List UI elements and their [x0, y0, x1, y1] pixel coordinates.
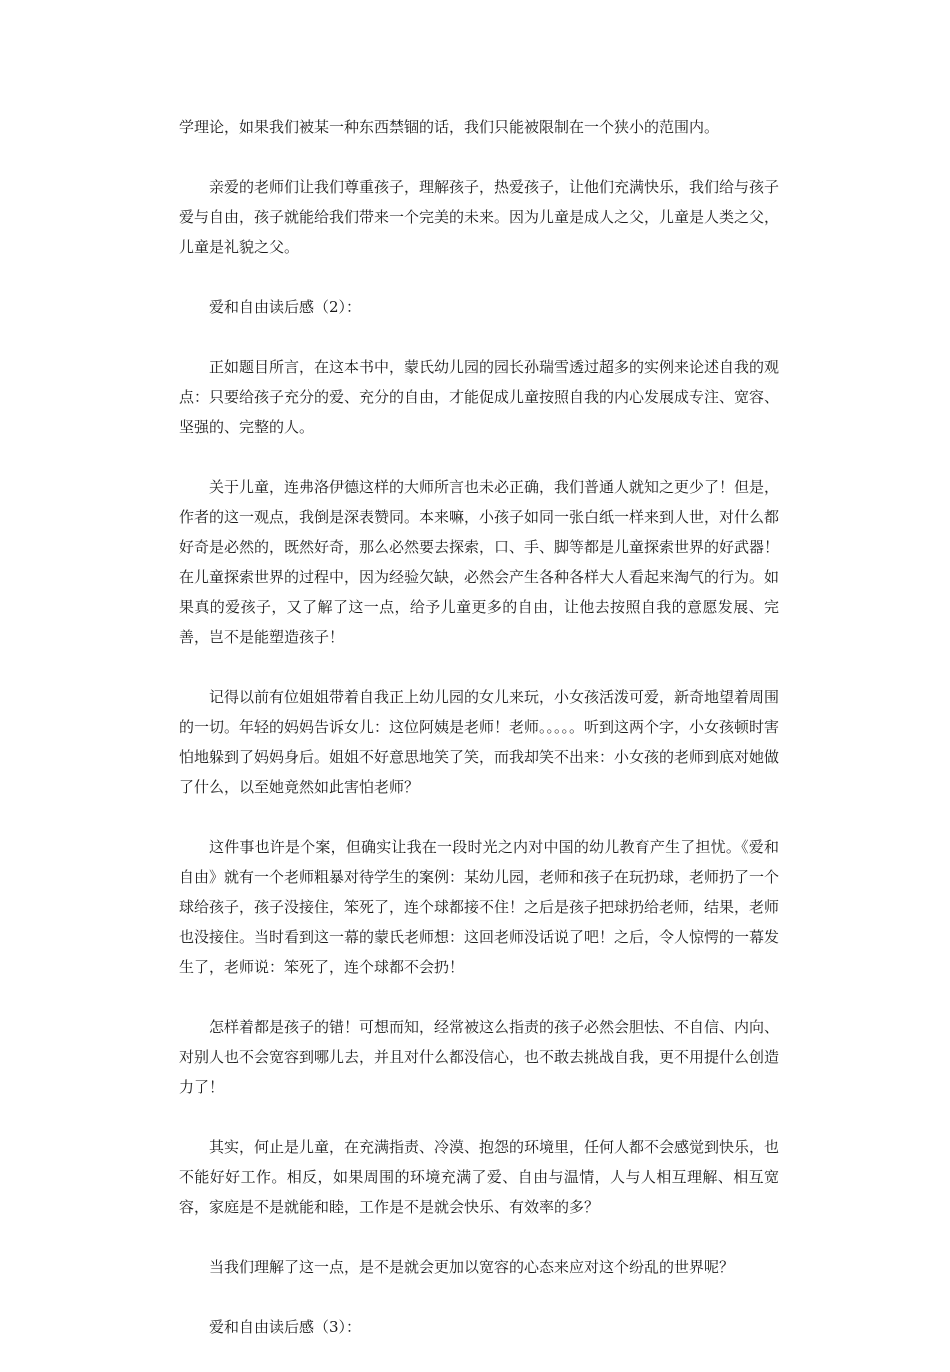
paragraph: 其实，何止是儿童，在充满指责、冷漠、抱怨的环境里，任何人都不会感觉到快乐，也不能好好工作。相反，如果周围的环境充满了爱、自由与温情，人与人相互理解、相互宽容，家庭是不是就能和睦，工作是不是就会快乐、有效率的多？ — [179, 1138, 780, 1216]
paragraph: 记得以前有位姐姐带着自我正上幼儿园的女儿来玩，小女孩活泼可爱，新奇地望着周围的一切。年轻的妈妈告诉女儿：这位阿姨是老师！老师。。。。。听到这两个字，小女孩顿时害怕地躲到了妈妈身后。姐姐不好意思地笑了笑，而我却笑不出来：小女孩的老师到底对她做了什么，以至她竟然如此害怕老师？ — [179, 688, 780, 796]
section-heading: 爱和自由读后感（3）： — [209, 1318, 362, 1336]
section-heading: 爱和自由读后感（2）： — [209, 298, 362, 316]
paragraph: 关于儿童，连弗洛伊德这样的大师所言也未必正确，我们普通人就知之更少了！但是，作者的这一观点，我倒是深表赞同。本来嘛，小孩子如同一张白纸一样来到人世，对什么都好奇是必然的，既然好奇，那么必然要去探索，口、手、脚等都是儿童探索世界的好武器！在儿童探索世界的过程中，因为经验欠缺，必然会产生各种各样大人看起来淘气的行为。如果真的爱孩子，又了解了这一点，给予儿童更多的自由，让他去按照自我的意愿发展、完善，岂不是能塑造孩子！ — [179, 478, 780, 646]
paragraph: 这件事也许是个案，但确实让我在一段时光之内对中国的幼儿教育产生了担忧。《爱和自由》就有一个老师粗暴对待学生的案例：某幼儿园，老师和孩子在玩扔球，老师扔了一个球给孩子，孩子没接住，笨死了，连个球都接不住！之后是孩子把球扔给老师，结果，老师也没接住。当时看到这一幕的蒙氏老师想：这回老师没话说了吧！之后，令人惊愕的一幕发生了，老师说：笨死了，连个球都不会扔！ — [179, 838, 780, 976]
paragraph-continuation: 学理论，如果我们被某一种东西禁锢的话，我们只能被限制在一个狭小的范围内。 — [179, 118, 720, 136]
document-body — [179, 112, 779, 1372]
paragraph: 怎样着都是孩子的错！可想而知，经常被这么指责的孩子必然会胆怯、不自信、内向、对别人也不会宽容到哪儿去，并且对什么都没信心，也不敢去挑战自我，更不用提什么创造力了！ — [179, 1018, 780, 1096]
paragraph: 正如题目所言，在这本书中，蒙氏幼儿园的园长孙瑞雪透过超多的实例来论述自我的观点：只要给孩子充分的爱、充分的自由，才能促成儿童按照自我的内心发展成专注、宽容、坚强的、完整的人。 — [179, 358, 780, 436]
paragraph: 亲爱的老师们让我们尊重孩子，理解孩子，热爱孩子，让他们充满快乐，我们给与孩子爱与自由，孩子就能给我们带来一个完美的未来。因为儿童是成人之父，儿童是人类之父，儿童是礼貌之父。 — [179, 178, 780, 256]
paragraph: 当我们理解了这一点，是不是就会更加以宽容的心态来应对这个纷乱的世界呢？ — [209, 1258, 735, 1276]
